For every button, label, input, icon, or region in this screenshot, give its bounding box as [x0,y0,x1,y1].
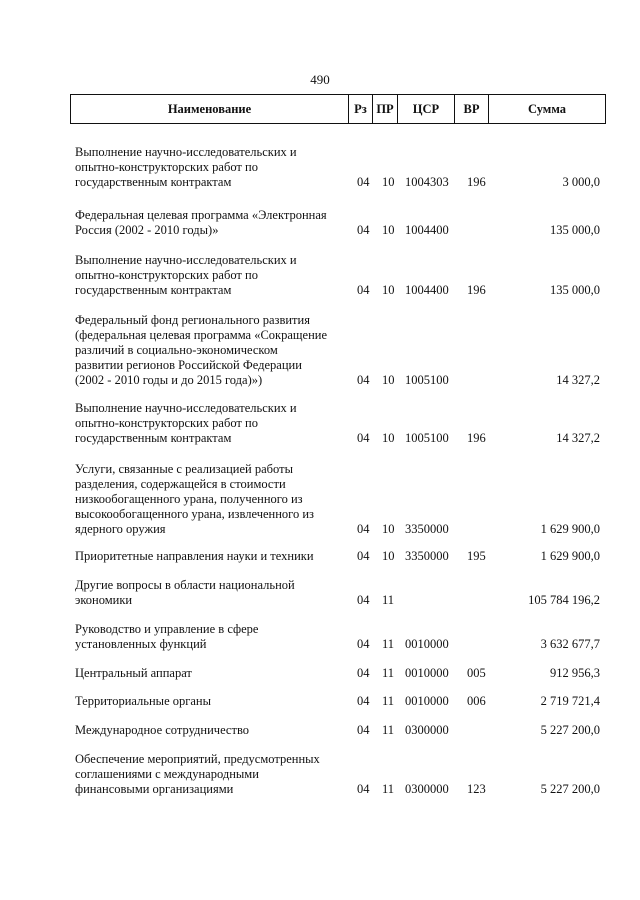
row-vr: 196 [467,175,486,189]
row-pr: 10 [382,522,395,536]
row-pr: 10 [382,175,395,189]
header-vr: ВР [455,95,489,123]
row-name: Центральный аппарат [75,666,192,680]
row-sum: 3 000,0 [562,175,600,189]
row-pr: 11 [382,782,395,796]
row-sum: 2 719 721,4 [540,694,600,708]
row-csr: 0010000 [405,666,449,680]
header-csr: ЦСР [398,95,455,123]
row-pr: 10 [382,373,395,387]
row-pr: 10 [382,549,395,563]
row-pr: 10 [382,223,395,237]
row-pr: 10 [382,431,395,445]
row-rz: 04 [357,723,370,737]
row-name: Международное сотрудничество [75,723,250,737]
row-name: Услуги, связанные с реализацией работы разделения, содержащейся в стоимости низкообогащенного урана, полученного из высокообогащенного урана, извлеченного из ядерного оружия [75,462,314,536]
table-row [0,253,640,298]
header-rz: Рз [349,95,373,123]
row-name: Выполнение научно-исследовательских и опытно-конструкторских работ по государственным контрактам [75,401,297,445]
row-name: Приоритетные направления науки и техники [75,549,314,563]
row-csr: 0300000 [405,782,449,796]
row-sum: 14 327,2 [556,431,600,445]
row-name: Территориальные органы [75,694,212,708]
row-sum: 1 629 900,0 [540,522,600,536]
row-csr: 3350000 [405,549,449,563]
row-vr: 195 [467,549,486,563]
table-row [0,666,640,681]
row-pr: 11 [382,666,395,680]
row-vr: 196 [467,283,486,297]
row-sum: 135 000,0 [550,283,600,297]
table-row [0,145,640,190]
row-name: Руководство и управление в сфере установленных функций [75,622,259,651]
table-row [0,723,640,738]
header-pr: ПР [373,95,398,123]
row-name: Другие вопросы в области национальной экономики [75,578,295,607]
table-row [0,694,640,709]
row-rz: 04 [357,549,370,563]
table-row [0,752,640,797]
table-header [70,94,606,124]
row-csr: 1004400 [405,223,449,237]
row-sum: 912 956,3 [550,666,600,680]
row-csr: 0300000 [405,723,449,737]
row-rz: 04 [357,175,370,189]
row-csr: 0010000 [405,637,449,651]
row-csr: 3350000 [405,522,449,536]
row-vr: 196 [467,431,486,445]
table-row [0,460,640,537]
row-pr: 11 [382,723,395,737]
row-rz: 04 [357,593,370,607]
row-sum: 1 629 900,0 [540,549,600,563]
table-row [0,208,640,238]
page-number: 490 [310,72,330,87]
row-sum: 135 000,0 [550,223,600,237]
row-name: Федеральная целевая программа «Электронная Россия (2002 - 2010 годы)» [75,208,327,237]
row-rz: 04 [357,283,370,297]
row-name: Федеральный фонд регионального развития (федеральная целевая программа «Сокращение различий в социально-экономическом развитии регионов Российской Федерации (2002 - 2010 годы и до 2015 года)») [75,313,328,387]
row-pr: 11 [382,637,395,651]
row-rz: 04 [357,373,370,387]
row-rz: 04 [357,666,370,680]
row-vr: 005 [467,666,486,680]
row-csr: 0010000 [405,694,449,708]
row-sum: 5 227 200,0 [540,723,600,737]
row-sum: 105 784 196,2 [528,593,600,607]
row-name: Выполнение научно-исследовательских и опытно-конструкторских работ по государственным контрактам [75,145,297,189]
table-row [0,311,640,388]
row-rz: 04 [357,637,370,651]
row-pr: 11 [382,694,395,708]
row-vr: 006 [467,694,486,708]
row-rz: 04 [357,782,370,796]
row-pr: 11 [382,593,395,607]
row-name: Обеспечение мероприятий, предусмотренных соглашениями с международными финансовыми организациями [75,752,320,796]
row-rz: 04 [357,694,370,708]
row-rz: 04 [357,223,370,237]
row-name: Выполнение научно-исследовательских и опытно-конструкторских работ по государственным контрактам [75,253,297,297]
row-csr: 1005100 [405,373,449,387]
row-pr: 10 [382,283,395,297]
row-rz: 04 [357,431,370,445]
row-csr: 1004303 [405,175,449,189]
table-row [0,578,640,608]
row-csr: 1004400 [405,283,449,297]
table-row [0,549,640,564]
row-sum: 3 632 677,7 [540,637,600,651]
header-sum: Сумма [528,101,566,116]
table-row [0,622,640,652]
row-vr: 123 [467,782,486,796]
table-row [0,401,640,446]
row-csr: 1005100 [405,431,449,445]
row-sum: 14 327,2 [556,373,600,387]
header-name: Наименование [71,95,349,123]
row-rz: 04 [357,522,370,536]
row-sum: 5 227 200,0 [540,782,600,796]
